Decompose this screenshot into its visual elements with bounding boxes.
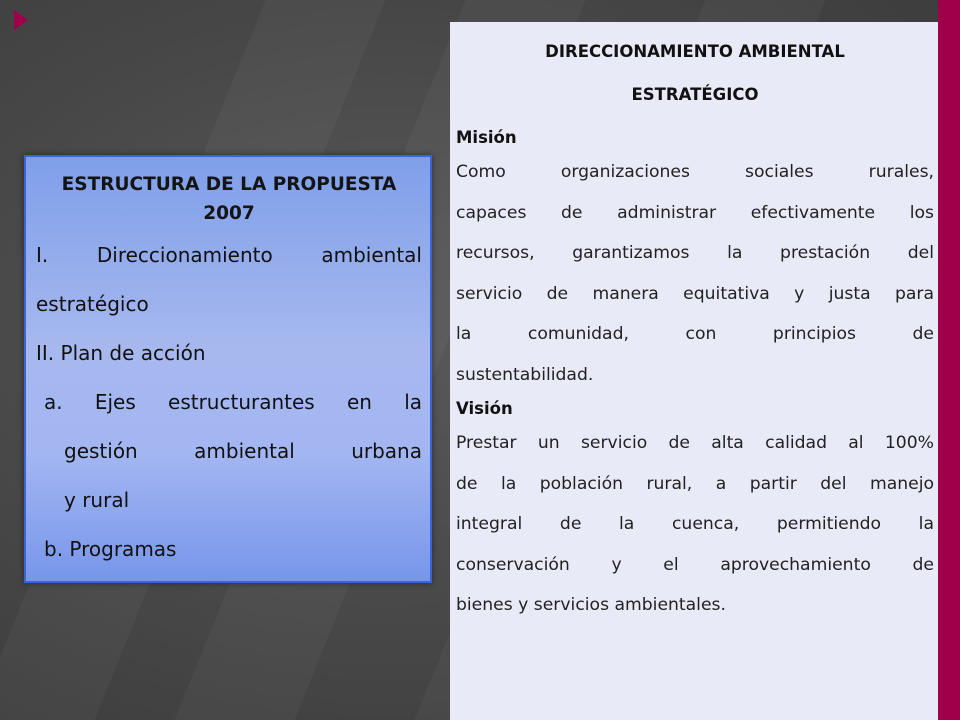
outline-subitem: gestión ambiental urbana [64, 439, 422, 463]
proposal-year: 2007 [203, 203, 255, 224]
outline-subitem: a. Ejes estructurantes en la [44, 390, 422, 414]
mision-line: sustentabilidad. [456, 364, 594, 385]
panel-title-line2: ESTRATÉGICO [631, 85, 759, 104]
mision-line: la comunidad, con principios de [456, 324, 934, 344]
outline-item: I. Direccionamiento ambiental [36, 243, 422, 267]
vision-line: bienes y servicios ambientales. [456, 595, 726, 615]
outline-subitem: b. Programas [44, 537, 177, 561]
outline-item: estratégico [36, 292, 149, 316]
vision-line: de la población rural, a partir del manejo [456, 473, 934, 494]
mision-line: Como organizaciones sociales rurales, [456, 162, 934, 182]
proposal-structure-box [24, 155, 432, 583]
mision-heading: Misión [456, 128, 517, 147]
accent-bar [938, 0, 960, 720]
panel-title-line1: DIRECCIONAMIENTO AMBIENTAL [545, 42, 845, 61]
proposal-title: ESTRUCTURA DE LA PROPUESTA [61, 174, 397, 195]
vision-heading: Visión [456, 399, 513, 418]
outline-item: II. Plan de acción [36, 341, 206, 365]
mision-line: servicio de manera equitativa y justa para [456, 283, 934, 304]
vision-line: Prestar un servicio de alta calidad al 100% [456, 433, 934, 453]
outline-subitem: y rural [64, 488, 130, 512]
strategic-direction-panel [450, 22, 938, 720]
mision-text [456, 152, 934, 395]
mision-line: recursos, garantizamos la prestación del [456, 243, 934, 263]
vision-line: conservación y el aprovechamiento de [456, 554, 934, 575]
vision-line: integral de la cuenca, permitiendo la [456, 514, 934, 534]
vision-text [456, 423, 934, 626]
bullet-arrow-icon [14, 10, 28, 30]
mision-line: capaces de administrar efectivamente los [456, 202, 934, 223]
